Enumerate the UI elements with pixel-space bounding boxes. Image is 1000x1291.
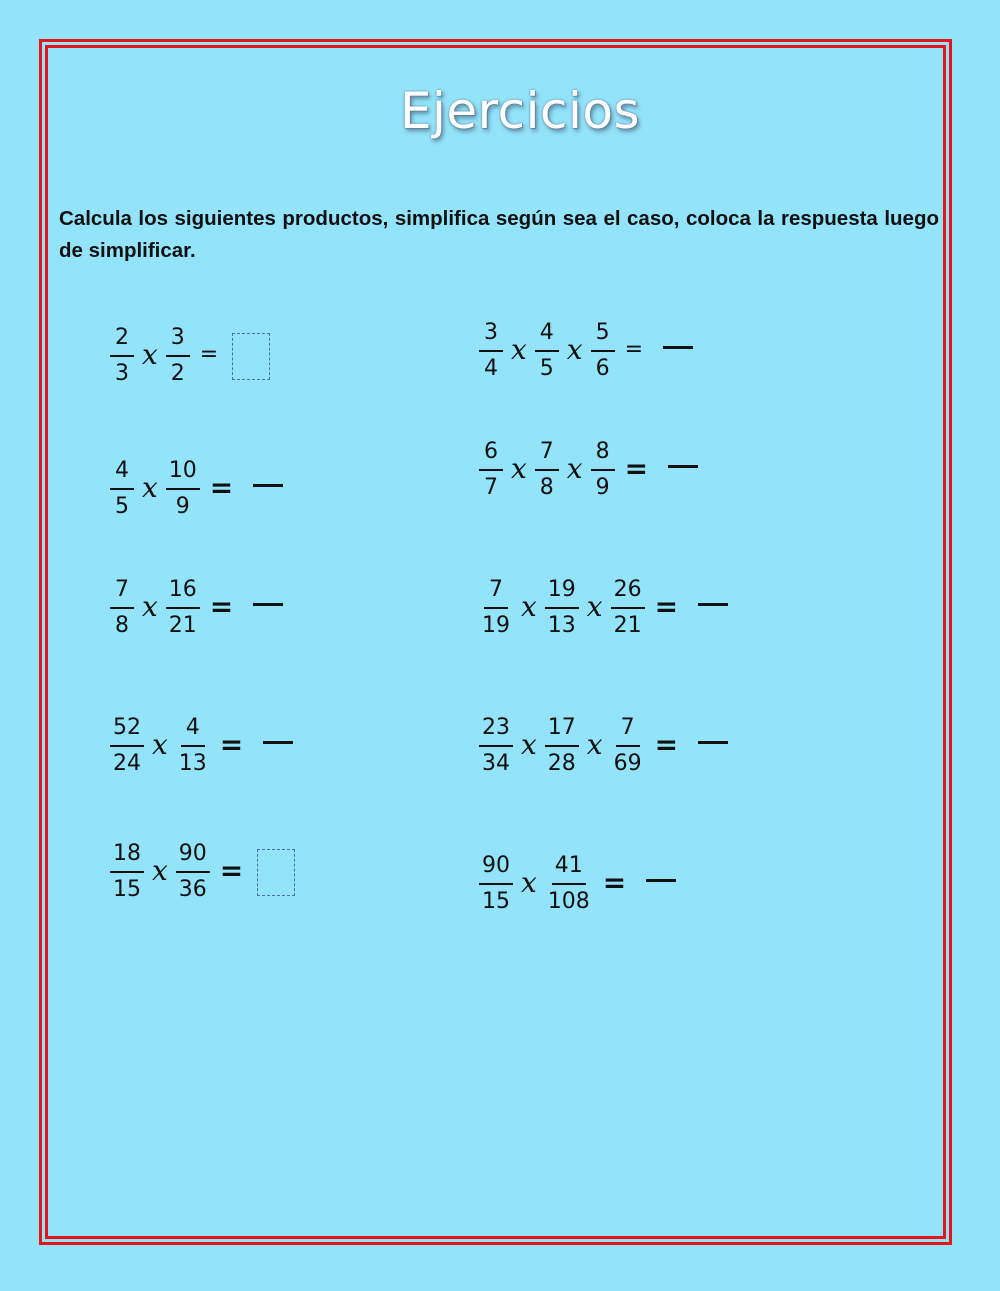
equals-sign: =: [602, 865, 627, 899]
denominator: 19: [482, 613, 510, 638]
exercise-8: [479, 715, 728, 777]
equals-sign: =: [624, 451, 649, 485]
multiply-operator: x: [521, 589, 537, 623]
fraction: [110, 458, 134, 520]
fraction: [611, 715, 645, 777]
fraction: [176, 841, 210, 903]
numerator: 90: [176, 841, 210, 873]
denominator: 21: [613, 613, 642, 638]
numerator: 4: [110, 458, 134, 490]
denominator: 36: [178, 877, 207, 902]
answer-blank[interactable]: [668, 465, 698, 468]
exercise-7: [110, 715, 293, 777]
fraction: [535, 320, 559, 382]
denominator: 5: [115, 494, 129, 519]
denominator: 6: [595, 356, 610, 381]
fraction: [545, 853, 593, 915]
fraction: [591, 320, 615, 382]
fraction: [479, 853, 513, 915]
numerator: 5: [591, 320, 615, 352]
fraction: [166, 458, 200, 520]
denominator: 15: [482, 889, 510, 914]
answer-blank[interactable]: [698, 741, 728, 744]
answer-blank[interactable]: [698, 603, 728, 606]
denominator: 9: [595, 475, 610, 500]
exercise-10: [479, 853, 676, 915]
fraction: [545, 577, 579, 639]
numerator: 52: [110, 715, 144, 747]
numerator: 8: [591, 439, 615, 471]
exercise-5: [110, 577, 283, 639]
multiply-operator: x: [566, 332, 583, 366]
multiply-operator: x: [142, 589, 158, 623]
fraction: [166, 577, 200, 639]
denominator: 28: [547, 751, 576, 776]
equals-sign: =: [209, 470, 234, 504]
fraction: [110, 841, 144, 903]
multiply-operator: x: [152, 853, 168, 887]
numerator: 3: [166, 325, 190, 357]
denominator: 8: [539, 475, 554, 500]
denominator: 69: [613, 751, 642, 776]
numerator: 3: [479, 320, 503, 352]
exercise-4: [479, 439, 698, 501]
fraction: [110, 325, 134, 387]
fraction: [545, 715, 579, 777]
denominator: 5: [539, 356, 554, 381]
fraction: [166, 325, 190, 387]
numerator: 19: [545, 577, 579, 609]
multiply-operator: x: [142, 470, 158, 504]
multiply-operator: x: [586, 727, 603, 761]
page-title: Ejercicios: [399, 82, 641, 140]
multiply-operator: x: [142, 337, 158, 371]
exercise-6: [479, 577, 728, 639]
numerator: 7: [110, 577, 134, 609]
fraction: [591, 439, 615, 501]
multiply-operator: x: [511, 332, 527, 366]
fraction: [110, 577, 134, 639]
exercise-2: [479, 320, 693, 382]
denominator: 108: [547, 889, 590, 914]
numerator: 10: [166, 458, 200, 490]
numerator: 6: [479, 439, 503, 471]
instructions-text: Calcula los siguientes productos, simplifica según sea el caso, coloca la respuesta luego de simplificar.: [59, 207, 939, 262]
fraction: [535, 439, 559, 501]
denominator: 21: [168, 613, 197, 638]
equals-sign: =: [654, 727, 679, 761]
numerator: 18: [110, 841, 144, 873]
numerator: 2: [110, 325, 134, 357]
numerator: 17: [545, 715, 579, 747]
denominator: 34: [482, 751, 510, 776]
numerator: 4: [181, 715, 205, 747]
equals-sign: =: [209, 589, 234, 623]
exercise-1: [110, 325, 270, 387]
multiply-operator: x: [511, 451, 527, 485]
equals-sign: =: [199, 341, 219, 367]
answer-blank[interactable]: [646, 879, 676, 882]
denominator: 2: [170, 361, 185, 386]
numerator: 41: [552, 853, 586, 885]
multiply-operator: x: [586, 589, 603, 623]
denominator: 8: [115, 613, 129, 638]
numerator: 16: [166, 577, 200, 609]
denominator: 3: [115, 361, 129, 386]
equals-sign: =: [624, 336, 644, 362]
multiply-operator: x: [521, 727, 537, 761]
answer-blank[interactable]: [253, 484, 283, 487]
answer-blank[interactable]: [253, 603, 283, 606]
fraction: [611, 577, 645, 639]
multiply-operator: x: [152, 727, 168, 761]
equals-sign: =: [219, 727, 244, 761]
numerator: 7: [535, 439, 559, 471]
denominator: 7: [484, 475, 498, 500]
fraction: [176, 715, 210, 777]
denominator: 15: [113, 877, 141, 902]
denominator: 13: [178, 751, 207, 776]
multiply-operator: x: [521, 865, 537, 899]
numerator: 4: [535, 320, 559, 352]
fraction: [479, 577, 513, 639]
answer-input-box[interactable]: [257, 849, 295, 896]
fraction: [479, 715, 513, 777]
multiply-operator: x: [566, 451, 583, 485]
numerator: 7: [484, 577, 508, 609]
numerator: 90: [479, 853, 513, 885]
answer-blank[interactable]: [263, 741, 293, 744]
denominator: 9: [175, 494, 190, 519]
denominator: 4: [484, 356, 498, 381]
denominator: 13: [547, 613, 576, 638]
denominator: 24: [113, 751, 141, 776]
exercise-3: [110, 458, 283, 520]
numerator: 26: [611, 577, 645, 609]
fraction: [479, 320, 503, 382]
numerator: 23: [479, 715, 513, 747]
numerator: 7: [616, 715, 640, 747]
equals-sign: =: [654, 589, 679, 623]
fraction: [479, 439, 503, 501]
equals-sign: =: [219, 853, 244, 887]
answer-blank[interactable]: [663, 346, 693, 349]
exercise-9: [110, 841, 295, 903]
fraction: [110, 715, 144, 777]
answer-input-box[interactable]: [232, 333, 270, 380]
